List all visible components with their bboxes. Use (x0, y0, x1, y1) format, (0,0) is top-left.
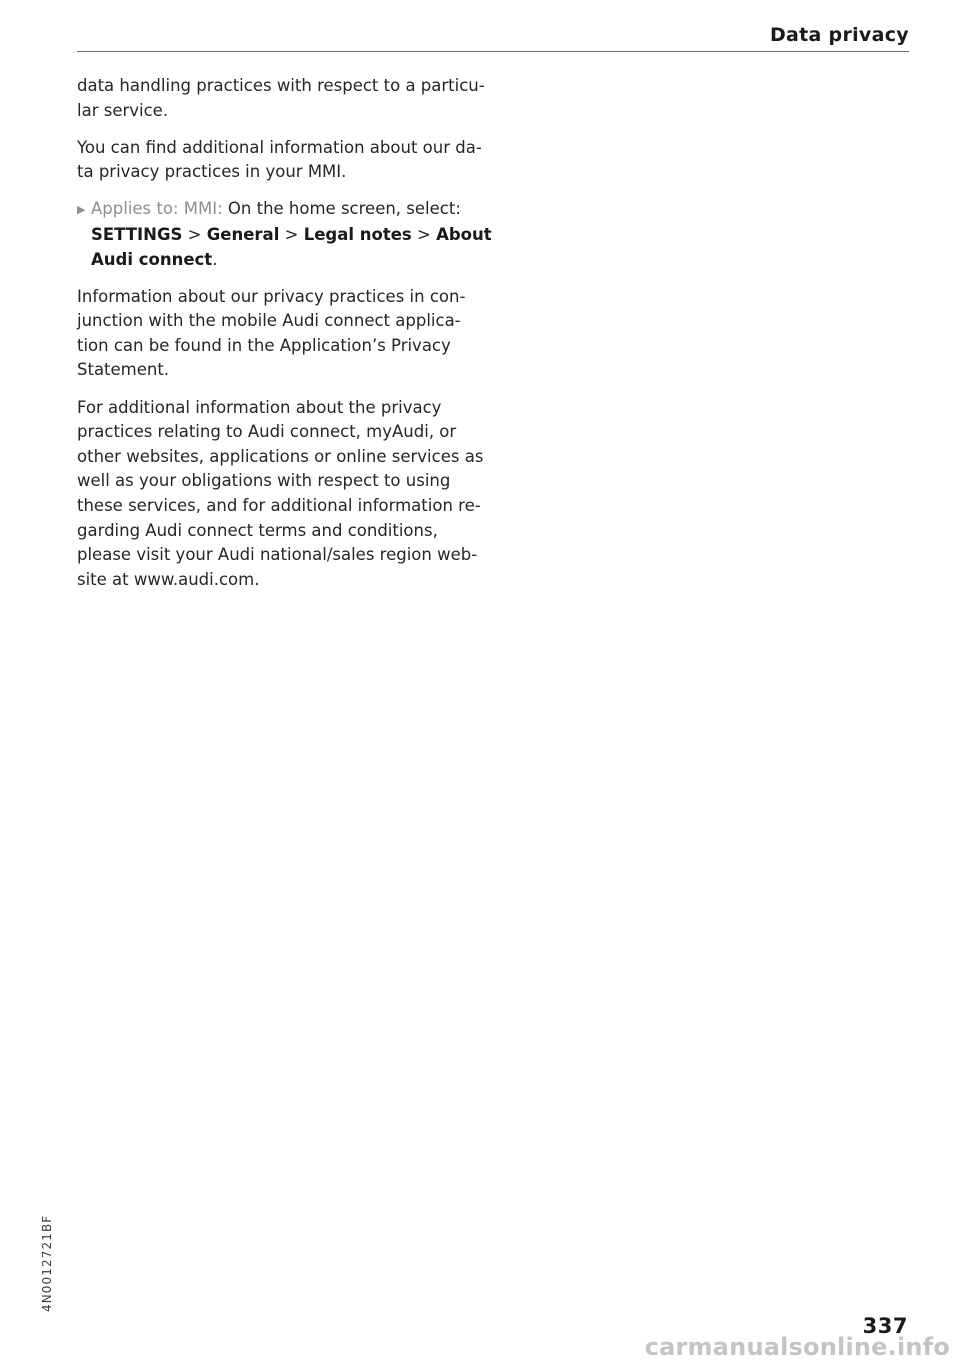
menu-path-about-audi-connect: About Audi connect (91, 224, 492, 269)
instruction-step (77, 197, 497, 272)
menu-path-settings: SETTINGS (91, 224, 183, 244)
path-separator: > (284, 224, 299, 244)
paragraph-additional-info: For additional information about the privacy practices relating to Audi connect, myAudi, or other websites, applications or online services as well as your obligations with respect to using these services, and for additional information re- garding Audi connect terms and conditions, please visit your Audi national/sales region web- site at www.audi.com. (77, 397, 484, 589)
body-column (77, 74, 497, 605)
menu-path-general: General (206, 224, 280, 244)
menu-path-legal-notes: Legal notes (303, 224, 412, 244)
page-number: 337 (862, 1314, 908, 1338)
step-intro: On the home screen, select: (227, 199, 461, 219)
triangle-bullet-icon: ▶ (77, 203, 86, 217)
path-separator: > (187, 224, 202, 244)
page-header-title: Data privacy (769, 24, 909, 46)
paragraph-app-privacy: Information about our privacy practices in con- junction with the mobile Audi connect applica- tion can be found in the Application’s Privacy Statement. (77, 286, 466, 380)
paragraph-data-handling: data handling practices with respect to a particu- lar service. (77, 76, 485, 120)
watermark: carmanualsonline.info (644, 1333, 950, 1361)
document-code: 4N0012721BF (40, 1214, 54, 1312)
step-end-period: . (212, 249, 218, 269)
header-divider (77, 51, 909, 52)
applies-to-label: Applies to: MMI: (91, 199, 223, 219)
paragraph-mmi-info: You can find additional information about our da- ta privacy practices in your MMI. (77, 137, 482, 182)
path-separator: > (416, 224, 431, 244)
